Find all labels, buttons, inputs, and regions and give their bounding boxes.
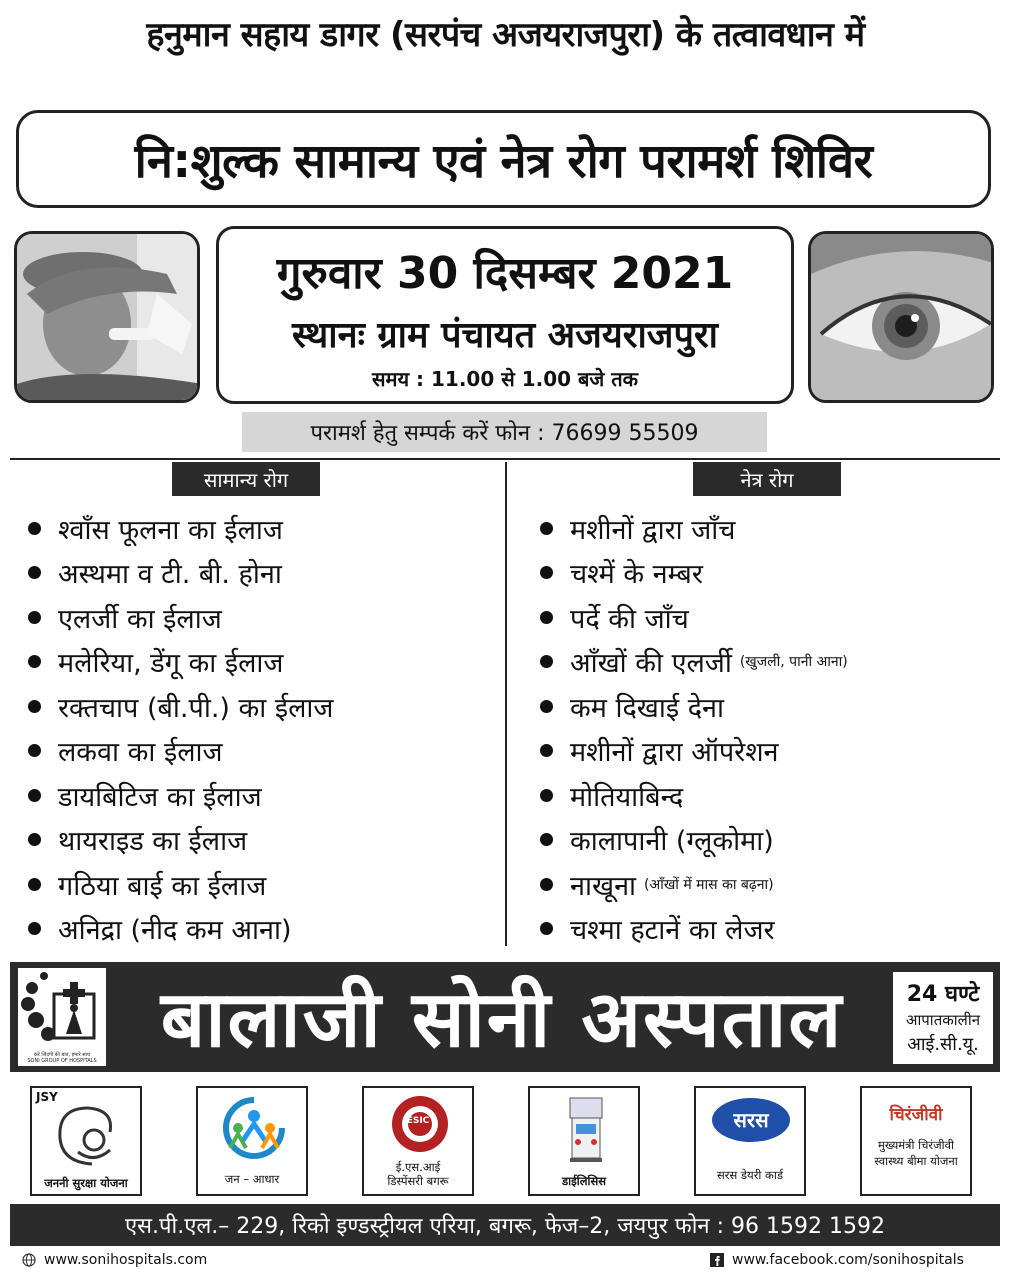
bullet-icon	[540, 522, 553, 535]
bullet-icon	[540, 789, 553, 802]
list-item: मलेरिया, डेंगू का ईलाज	[28, 640, 333, 685]
eye-diseases-list	[540, 506, 848, 951]
facebook-icon	[710, 1253, 724, 1267]
hospital-name: बालाजी सोनी अस्पताल	[160, 975, 844, 1065]
list-item: श्वाँस फूलना का ईलाज	[28, 506, 333, 551]
bullet-icon	[28, 522, 41, 535]
general-diseases-list	[28, 506, 333, 951]
event-date: गुरुवार 30 दिसम्बर 2021	[276, 248, 734, 299]
scheme-saras: सरस सरस डेयरी कार्ड	[694, 1086, 806, 1196]
list-item: लकवा का ईलाज	[28, 729, 333, 774]
list-item: कालापानी (ग्लूकोमा)	[540, 818, 848, 863]
bullet-icon	[540, 655, 553, 668]
event-details-box	[216, 226, 794, 404]
column-divider	[505, 462, 507, 946]
bullet-icon	[28, 789, 41, 802]
jan-aadhar-icon	[222, 1096, 286, 1160]
bullet-icon	[540, 566, 553, 579]
dialysis-machine-icon	[562, 1094, 610, 1166]
divider-line	[10, 458, 1000, 460]
event-venue: स्थानः ग्राम पंचायत अजयराजपुरा	[291, 315, 718, 356]
hospital-logo	[18, 968, 106, 1066]
bullet-icon	[540, 922, 553, 935]
list-item: रक्तचाप (बी.पी.) का ईलाज	[28, 684, 333, 729]
hospital-address: एस.पी.एल.– 229, रिको इण्डस्ट्रीयल एरिया, बगरू, फेज–2, जयपुर फोन : 96 1592 1592	[10, 1204, 1000, 1246]
bullet-icon	[540, 611, 553, 624]
list-item: थायराइड का ईलाज	[28, 818, 333, 863]
bullet-icon	[28, 744, 41, 757]
bullet-icon	[28, 611, 41, 624]
event-time: समय : 11.00 से 1.00 बजे तक	[371, 367, 638, 391]
list-item: मशीनों द्वारा ऑपरेशन	[540, 729, 848, 774]
list-item: आँखों की एलर्जी (खुजली, पानी आना)	[540, 640, 848, 685]
chiranjeevi-logo: चिरंजीवी	[889, 1105, 943, 1125]
item-note: (आँखों में मास का बढ़ना)	[644, 876, 774, 893]
camp-title: नि:शुल्क सामान्य एवं नेत्र रोग परामर्श शिविर	[134, 134, 873, 189]
jsy-badge: JSY	[36, 1090, 58, 1104]
globe-icon	[22, 1253, 36, 1267]
esic-logo-text: ESIC	[406, 1116, 430, 1126]
bullet-icon	[28, 700, 41, 713]
general-diseases-heading: सामान्य रोग	[172, 462, 320, 496]
list-item: नाखूना (आँखों में मास का बढ़ना)	[540, 862, 848, 907]
camp-title-box	[16, 110, 991, 208]
list-item: डायबिटिज का ईलाज	[28, 773, 333, 818]
bullet-icon	[28, 655, 41, 668]
website-link[interactable]: www.sonihospitals.com	[22, 1252, 207, 1268]
eye-diseases-heading: नेत्र रोग	[693, 462, 841, 496]
list-item: एलर्जी का ईलाज	[28, 595, 333, 640]
scheme-dialysis: डाईलिसिस	[528, 1086, 640, 1196]
list-item: चश्मा हटानें का लेजर	[540, 907, 848, 952]
saras-logo-text: सरस	[733, 1108, 769, 1132]
bullet-icon	[540, 744, 553, 757]
list-item: कम दिखाई देना	[540, 684, 848, 729]
facebook-link[interactable]: www.facebook.com/sonihospitals	[710, 1252, 964, 1268]
list-item: गठिया बाई का ईलाज	[28, 862, 333, 907]
eye-photo	[808, 231, 994, 403]
bullet-icon	[28, 922, 41, 935]
contact-phone: परामर्श हेतु सम्पर्क करें फोन : 76699 55509	[242, 412, 767, 452]
list-item: मोतियाबिन्द	[540, 773, 848, 818]
bullet-icon	[28, 833, 41, 846]
bullet-icon	[540, 878, 553, 891]
list-item: पर्दे की जाँच	[540, 595, 848, 640]
patient-photo	[14, 231, 200, 403]
icu-badge: 24 घण्टे आपातकालीन आई.सी.यू.	[893, 972, 993, 1064]
scheme-jan-aadhar: जन – आधार	[196, 1086, 308, 1196]
item-note: (खुजली, पानी आना)	[739, 654, 848, 671]
scheme-esic: ESIC ई.एस.आई डिस्पेंसरी बगरू	[362, 1086, 474, 1196]
list-item: अस्थमा व टी. बी. होना	[28, 551, 333, 596]
list-item: चश्में के नम्बर	[540, 551, 848, 596]
soni-logo-icon	[18, 968, 106, 1052]
mother-child-icon	[48, 1102, 128, 1168]
list-item: अनिद्रा (नीद कम आना)	[28, 907, 333, 952]
organiser-line: हनुमान सहाय डागर (सरपंच अजयराजपुरा) के तत्वावधान में	[146, 15, 865, 55]
logo-tagline: करें जिंदगी की बात, हमारे साथ SONI GROUP OF HOSPITALS	[27, 1052, 97, 1064]
bullet-icon	[28, 566, 41, 579]
scheme-jsy: JSY जननी सुरक्षा योजना	[30, 1086, 142, 1196]
list-item: मशीनों द्वारा जाँच	[540, 506, 848, 551]
scheme-chiranjeevi: चिरंजीवी मुख्यमंत्री चिरंजीवी स्वास्थ्य बीमा योजना	[860, 1086, 972, 1196]
bullet-icon	[28, 878, 41, 891]
bullet-icon	[540, 833, 553, 846]
bullet-icon	[540, 700, 553, 713]
